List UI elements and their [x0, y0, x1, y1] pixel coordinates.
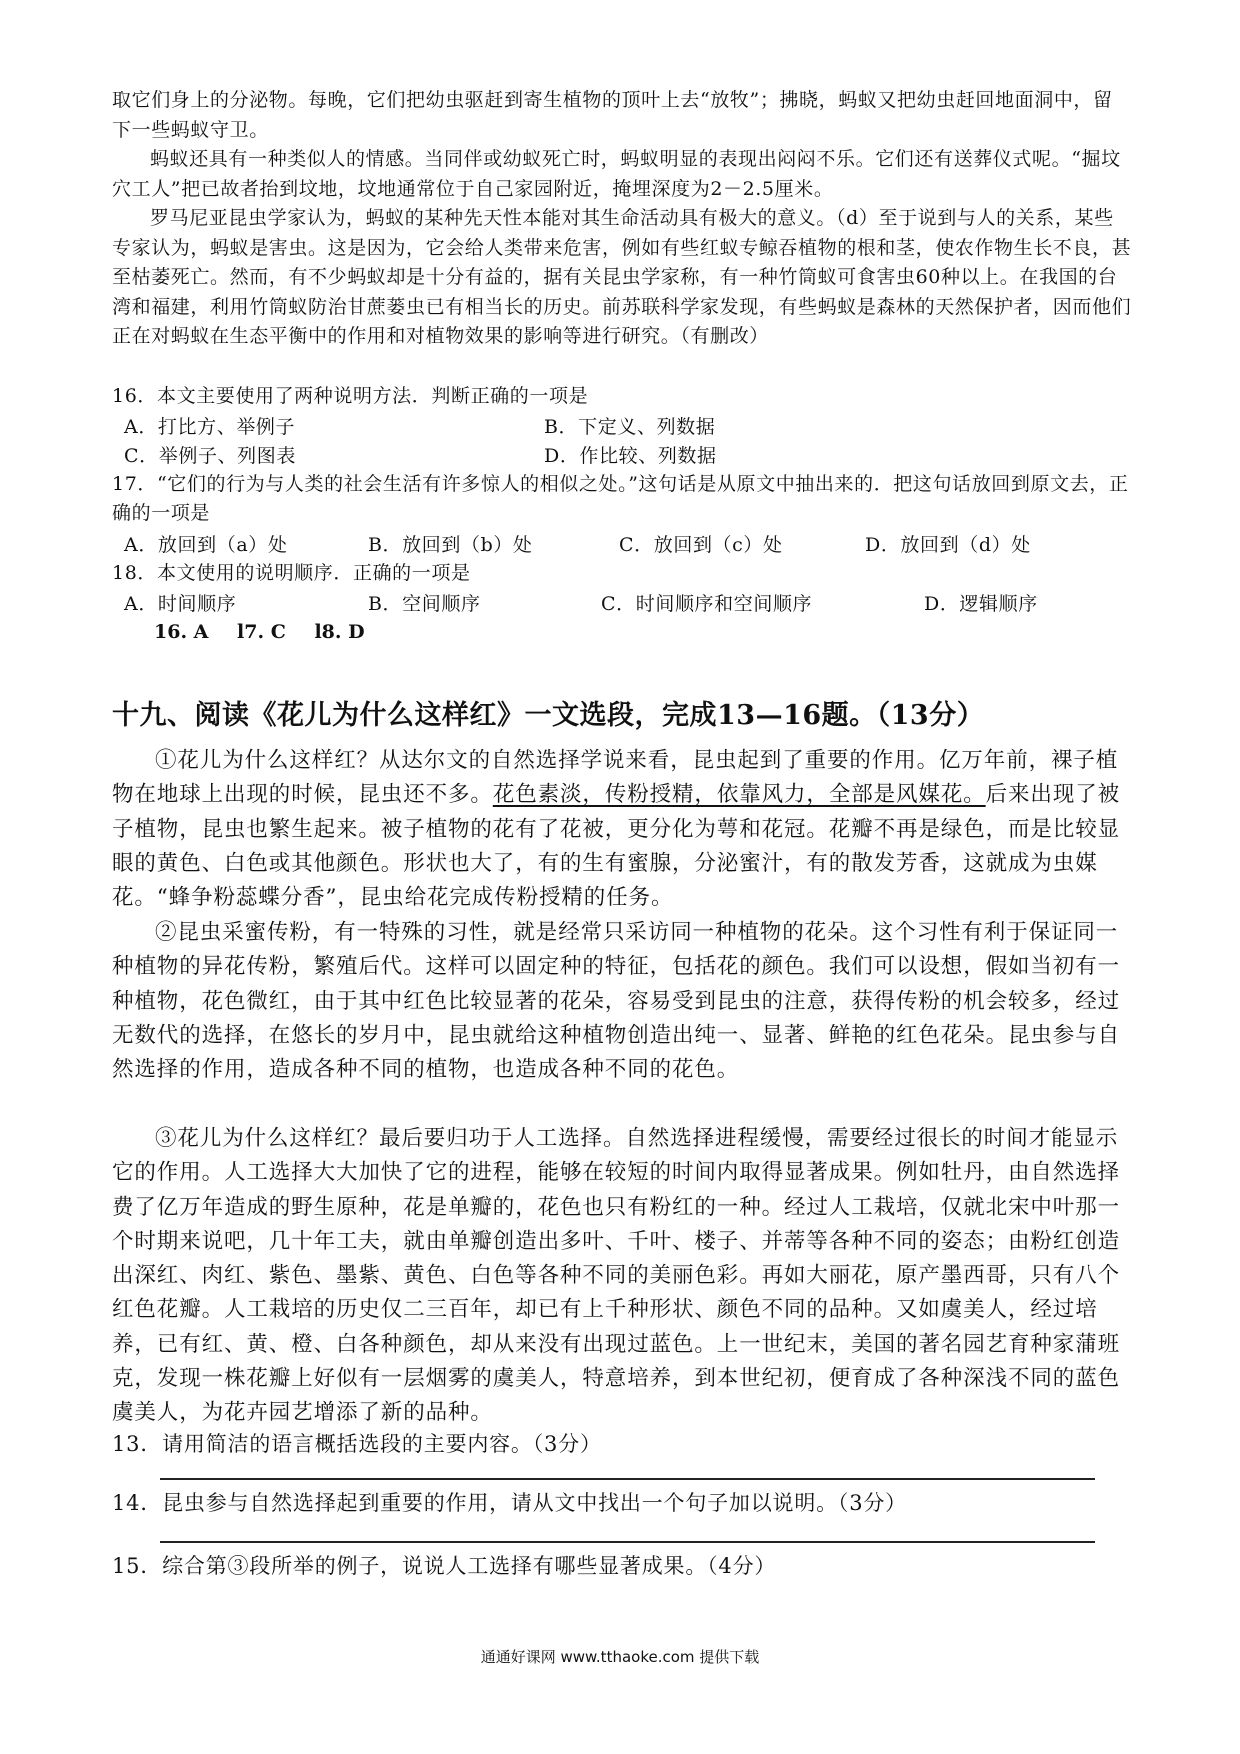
- question-13: 13．请用简洁的语言概括选段的主要内容。（3分）: [112, 1432, 602, 1456]
- q16-option-a: A．打比方、举例子: [124, 416, 296, 438]
- section-paragraph-3: ③花儿为什么这样红？最后要归功于人工选择。自然选择进程缓慢，需要经过很长的时间才能显示它的作用。人工选择大大加快了它的进程，能够在较短的时间内取得显著成果。例如牡丹，由自然选择费了亿万年造成的野生原种，花是单瓣的，花色也只有粉红的一种。经过人工栽培，仅就北宋中叶那一个时期来说吧，几十年工夫，就由单瓣创造出多叶、千叶、楼子、并蒂等各种不同的姿态；由粉红创造出深红、肉红、紫色、墨紫、黄色、白色等各种不同的美丽色彩。再如大丽花，原产墨西哥，只有八个红色花瓣。人工栽培的历史仅二三百年，却已有上千种形状、颜色不同的品种。又如虞美人，经过培养，已有红、黄、橙、白各种颜色，却从来没有出现过蓝色。上一世纪末，美国的著名园艺育种家蒲班克，发现一株花瓣上好似有一层烟雾的虞美人，特意培养，到本世纪初，便育成了各种深浅不同的蓝色虞美人，为花卉园艺增添了新的品种。: [112, 1126, 1121, 1426]
- passage-paragraph: 蚂蚁还具有一种类似人的情感。当同伴或幼蚁死亡时，蚂蚁明显的表现出闷闷不乐。它们还有送葬仪式呢。“掘坟穴工人”把已故者抬到坟地，坟地通常位于自己家园附近，掩埋深度为2－2.5厘米。: [112, 148, 1121, 200]
- answer-line: [160, 1541, 1095, 1543]
- paragraph-1-start: ①花儿为什么这样红？从达尔文的自然选择学说来看，昆虫起到了重要的作用。亿万年前，裸子植物在地球上出现的时候，昆虫还不多。: [112, 748, 1119, 808]
- q17-option-a: A．放回到（a）处: [124, 534, 288, 556]
- question-18-stem: 18．本文使用的说明顺序．正确的一项是: [112, 562, 471, 584]
- section-paragraph-2: ②昆虫采蜜传粉，有一特殊的习性，就是经常只采访同一种植物的花朵。这个习性有利于保证同一种植物的异花传粉，繁殖后代。这样可以固定种的特征，包括花的颜色。我们可以设想，假如当初有一种植物，花色微红，由于其中红色比较显著的花朵，容易受到昆虫的注意，获得传粉的机会较多，经过无数代的选择，在悠长的岁月中，昆虫就给这种植物创造出纯一、显著、鲜艳的红色花朵。昆虫参与自然选择的作用，造成各种不同的植物，也造成各种不同的花色。: [112, 920, 1121, 1083]
- answer-line: [160, 1478, 1095, 1480]
- q16-option-b: B．下定义、列数据: [544, 416, 716, 438]
- q18-option-c: C．时间顺序和空间顺序: [601, 593, 813, 615]
- answer-18: l8. D: [314, 621, 365, 643]
- question-17-stem: 17．“它们的行为与人类的社会生活有许多惊人的相似之处。”这句话是从原文中抽出来的．把这句话放回到原文去，正确的一项是: [112, 473, 1129, 524]
- q16-option-c: C．举例子、列图表: [124, 445, 296, 467]
- q18-option-a: A．时间顺序: [124, 593, 237, 615]
- answer-key: [154, 621, 387, 643]
- section-title: 十九、阅读《花儿为什么这样红》一文选段，完成13—16题。（13分）: [112, 700, 985, 731]
- section-paragraph-1: [112, 744, 1138, 915]
- paragraph-1-end: 后来出现了被子植物，昆虫也繁生起来。被子植物的花有了花被，更分化为萼和花冠。花瓣不再是绿色，而是比较显眼的黄色、白色或其他颜色。形状也大了，有的生有蜜腺，分泌蜜汁，有的散发芳香，这就成为虫媒花。“蜂争粉蕊蝶分香”，昆虫给花完成传粉授精的任务。: [112, 782, 1121, 911]
- question-14: 14．昆虫参与自然选择起到重要的作用，请从文中找出一个句子加以说明。（3分）: [112, 1491, 907, 1515]
- q17-option-b: B．放回到（b）处: [368, 534, 533, 556]
- answer-17: l7. C: [237, 621, 286, 643]
- question-15: 15．综合第③段所举的例子，说说人工选择有哪些显著成果。（4分）: [112, 1554, 777, 1578]
- underlined-sentence: 花色素淡，传粉授精，依靠风力，全部是风媒花。: [492, 782, 986, 808]
- q17-option-c: C．放回到（c）处: [619, 534, 783, 556]
- footer-text: 通通好课网 www.tthaoke.com 提供下载: [480, 1648, 760, 1666]
- q18-option-d: D．逻辑顺序: [924, 593, 1038, 615]
- q17-option-d: D．放回到（d）处: [865, 534, 1031, 556]
- passage-paragraph: 取它们身上的分泌物。每晚，它们把幼虫驱赶到寄生植物的顶叶上去“放牧”；拂晓，蚂蚁又把幼虫赶回地面洞中，留下一些蚂蚁守卫。: [112, 89, 1113, 141]
- passage-paragraph: 罗马尼亚昆虫学家认为，蚂蚁的某种先天性本能对其生命活动具有极大的意义。（d）至于说到与人的关系，某些专家认为，蚂蚁是害虫。这是因为，它会给人类带来危害，例如有些红蚁专鲸吞植物的根和茎，使农作物生长不良，甚至枯萎死亡。然而，有不少蚂蚁却是十分有益的，据有关昆虫学家称，有一种竹筒蚁可食害虫60种以上。在我国的台湾和福建，利用竹筒蚁防治甘蔗蒌虫已有相当长的历史。前苏联科学家发现，有些蚂蚁是森林的天然保护者，因而他们正在对蚂蚁在生态平衡中的作用和对植物效果的影响等进行研究。（有删改）: [112, 207, 1132, 347]
- q16-option-d: D．作比较、列数据: [544, 445, 717, 467]
- answer-16: 16. A: [154, 621, 209, 643]
- question-16-stem: 16．本文主要使用了两种说明方法．判断正确的一项是: [112, 385, 589, 407]
- q18-option-b: B．空间顺序: [368, 593, 481, 615]
